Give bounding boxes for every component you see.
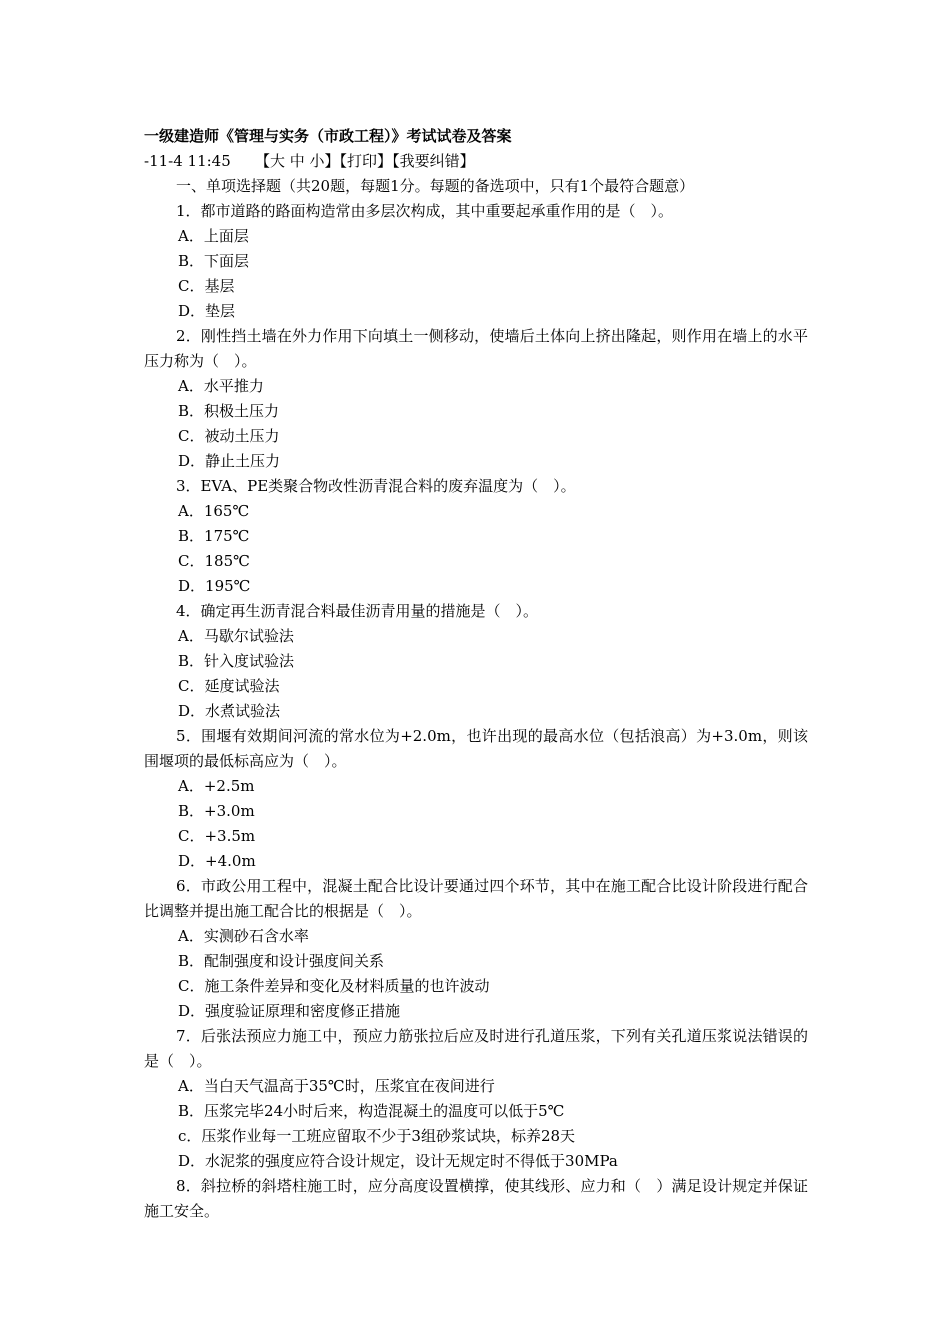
question-stem: 3．EVA、PE类聚合物改性沥青混合料的废弃温度为（ ）。 (176, 477, 576, 495)
option-a: A．实测砂石含水率 (178, 927, 309, 945)
question-options (144, 624, 808, 724)
question-stem: 7．后张法预应力施工中，预应力筋张拉后应及时进行孔道压浆，下列有关孔道压浆说法错误的是（ ）。 (144, 1027, 808, 1070)
document-title: 一级建造师《管理与实务（市政工程）》考试试卷及答案 (144, 127, 512, 145)
option-c: C．185℃ (178, 552, 250, 570)
option-b: B．积极土压力 (178, 402, 280, 420)
question-1 (144, 199, 808, 324)
font-size-link[interactable]: 【大 中 小】 (255, 152, 340, 170)
option-c: C．+3.5m (178, 827, 256, 845)
question-stem: 2．刚性挡土墙在外力作用下向填土一侧移动，使墙后土体向上挤出隆起，则作用在墙上的水平压力称为（ ）。 (144, 327, 808, 370)
option-b: B．针入度试验法 (178, 652, 295, 670)
option-c: c．压浆作业每一工班应留取不少于3组砂浆试块，标养28天 (178, 1127, 576, 1145)
publish-date: -11-4 11:45 (144, 152, 231, 170)
option-d: D．水煮试验法 (178, 702, 281, 720)
option-d: D．垫层 (178, 302, 236, 320)
question-7 (144, 1024, 808, 1174)
font-size-links (255, 152, 475, 170)
option-a: A．水平推力 (178, 377, 264, 395)
question-stem: 8．斜拉桥的斜塔柱施工时，应分高度设置横撑，使其线形、应力和（ ）满足设计规定并保证施工安全。 (144, 1177, 808, 1220)
document-meta (144, 149, 808, 174)
option-a: A．上面层 (178, 227, 249, 245)
question-options (144, 224, 808, 324)
question-stem: 6．市政公用工程中，混凝土配合比设计要通过四个环节，其中在施工配合比设计阶段进行配合比调整并提出施工配合比的根据是（ ）。 (144, 877, 808, 920)
option-c: C．延度试验法 (178, 677, 280, 695)
option-a: A．马歇尔试验法 (178, 627, 294, 645)
question-options (144, 499, 808, 599)
option-b: B．配制强度和设计强度间关系 (178, 952, 385, 970)
option-b: B．压浆完毕24小时后来，构造混凝土的温度可以低于5℃ (178, 1102, 565, 1120)
question-6 (144, 874, 808, 1024)
option-c: C．被动土压力 (178, 427, 280, 445)
question-3 (144, 474, 808, 599)
option-b: B．下面层 (178, 252, 250, 270)
option-d: D．强度验证原理和密度修正措施 (178, 1002, 401, 1020)
option-a: A．当白天气温高于35℃时，压浆宜在夜间进行 (178, 1077, 495, 1095)
document-page (144, 124, 808, 1224)
print-link[interactable]: 【打印】 (339, 152, 393, 170)
question-8 (144, 1174, 808, 1224)
question-stem: 5．围堰有效期间河流的常水位为+2.0m，也许出现的最高水位（包括浪高）为+3.0m，则该围堰项的最低标高应为（ ）。 (144, 727, 808, 770)
question-options (144, 374, 808, 474)
option-d: D．静止土压力 (178, 452, 281, 470)
question-5 (144, 724, 808, 874)
question-options (144, 1074, 808, 1174)
option-a: A．165℃ (178, 502, 250, 520)
option-c: C．施工条件差异和变化及材料质量的也许波动 (178, 977, 490, 995)
option-b: B．+3.0m (178, 802, 255, 820)
section-heading: 一、单项选择题（共20题，每题1分。每题的备选项中，只有1个最符合题意） (176, 177, 695, 195)
option-b: B．175℃ (178, 527, 250, 545)
report-error-link[interactable]: 【我要纠错】 (392, 152, 475, 170)
option-d: D．195℃ (178, 577, 251, 595)
question-4 (144, 599, 808, 724)
question-stem: 1．都市道路的路面构造常由多层次构成，其中重要起承重作用的是（ ）。 (176, 202, 674, 220)
question-stem: 4．确定再生沥青混合料最佳沥青用量的措施是（ ）。 (176, 602, 539, 620)
option-a: A．+2.5m (178, 777, 255, 795)
question-options (144, 774, 808, 874)
question-2 (144, 324, 808, 474)
question-options (144, 924, 808, 1024)
option-d: D．水泥浆的强度应符合设计规定，设计无规定时不得低于30MPa (178, 1152, 618, 1170)
option-c: C．基层 (178, 277, 235, 295)
option-d: D．+4.0m (178, 852, 256, 870)
